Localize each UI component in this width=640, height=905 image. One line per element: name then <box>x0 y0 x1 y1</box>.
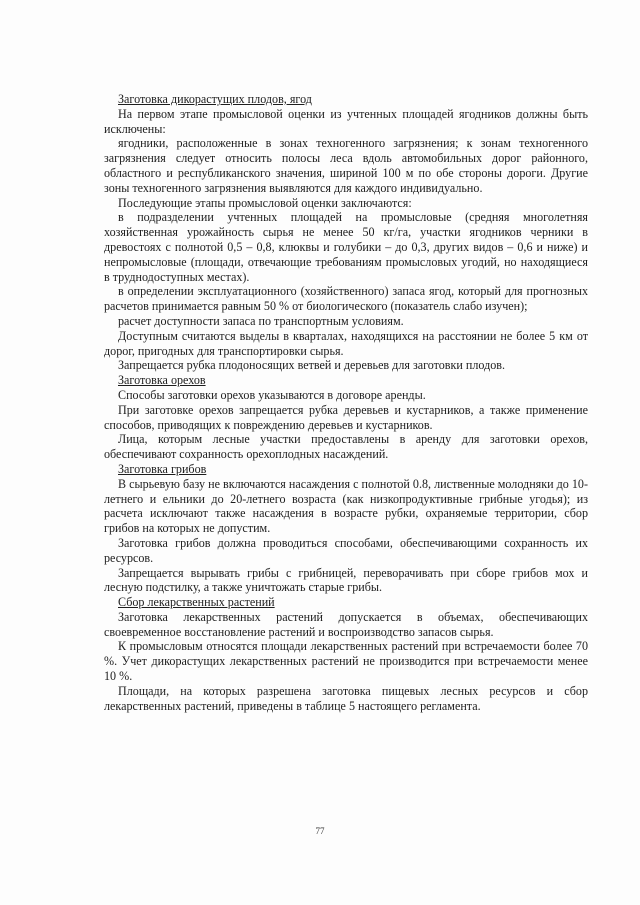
paragraph: в определении эксплуатационного (хозяйственного) запаса ягод, который для прогнозных расчетов принимается равным 50 % от биологического (показатель слабо изучен); <box>104 284 588 314</box>
paragraph: Лица, которым лесные участки предоставлены в аренду для заготовки орехов, обеспечивают сохранность орехоплодных насаждений. <box>104 432 588 462</box>
paragraph: На первом этапе промысловой оценки из учтенных площадей ягодников должны быть исключены: <box>104 106 588 136</box>
paragraph: Запрещается рубка плодоносящих ветвей и деревьев для заготовки плодов. <box>118 358 506 373</box>
paragraph: Заготовка грибов должна проводиться способами, обеспечивающими сохранность их ресурсов. <box>104 535 588 565</box>
page-number: 77 <box>315 826 325 836</box>
paragraph: При заготовке орехов запрещается рубка деревьев и кустарников, а также применение способов, приводящих к повреждению деревьев и кустарников. <box>104 402 588 432</box>
paragraph: В сырьевую базу не включаются насаждения с полнотой 0.8, лиственные молодняки до 10-летнего и ельники до 20-летнего возраста (как низкопродуктивные грибные угодья); из расчета исключают также насаждения в возрасте рубки, охраняемые территории, сбор грибов на которых не допустим. <box>104 476 588 536</box>
section-heading-nuts: Заготовка орехов <box>118 373 206 388</box>
section-heading-mushrooms: Заготовка грибов <box>118 461 207 476</box>
paragraph: Способы заготовки орехов указываются в договоре аренды. <box>118 387 426 402</box>
paragraph: Последующие этапы промысловой оценки заключаются: <box>118 195 412 210</box>
paragraph: в подразделении учтенных площадей на промысловые (средняя многолетняя хозяйственная урожайность сырья не менее 50 кг/га, участки ягодников черники в древостоях с полнотой 0,5 – 0,8, клюквы и голубики – до 0,3, других видов – 0,6 и ниже) и непромысловые (площади, отвечающие требованиям промысловых угодий, но находящиеся в труднодоступных местах). <box>104 210 588 284</box>
paragraph: Запрещается вырывать грибы с грибницей, переворачивать при сборе грибов мох и лесную подстилку, а также уничтожать старые грибы. <box>104 565 588 595</box>
section-heading-berries: Заготовка дикорастущих плодов, ягод <box>118 92 312 106</box>
paragraph: ягодники, расположенные в зонах техногенного загрязнения; к зонам техногенного загрязнения следует относить полосы леса вдоль автомобильных дорог районного, областного и республиканского значения, шириной 100 м по обе стороны дороги. Другие зоны техногенного загрязнения выявляются для каждого индивидуально. <box>104 136 588 195</box>
paragraph: Доступным считаются выделы в кварталах, находящихся на расстоянии не более 5 км от дорог, пригодных для транспортировки сырья. <box>104 328 588 358</box>
document-body <box>104 92 588 713</box>
paragraph: расчет доступности запаса по транспортным условиям. <box>118 313 404 328</box>
paragraph: Заготовка лекарственных растений допускается в объемах, обеспечивающих своевременное восстановление растений и воспроизводство запасов сырья. <box>104 609 588 639</box>
section-heading-medicinal-plants: Сбор лекарственных растений <box>118 595 275 610</box>
paragraph: Площади, на которых разрешена заготовка пищевых лесных ресурсов и сбор лекарственных растений, приведены в таблице 5 настоящего регламента. <box>104 683 588 713</box>
paragraph: К промысловым относятся площади лекарственных растений при встречаемости более 70 %. Учет дикорастущих лекарственных растений не производится при встречаемости менее 10 %. <box>104 639 588 684</box>
